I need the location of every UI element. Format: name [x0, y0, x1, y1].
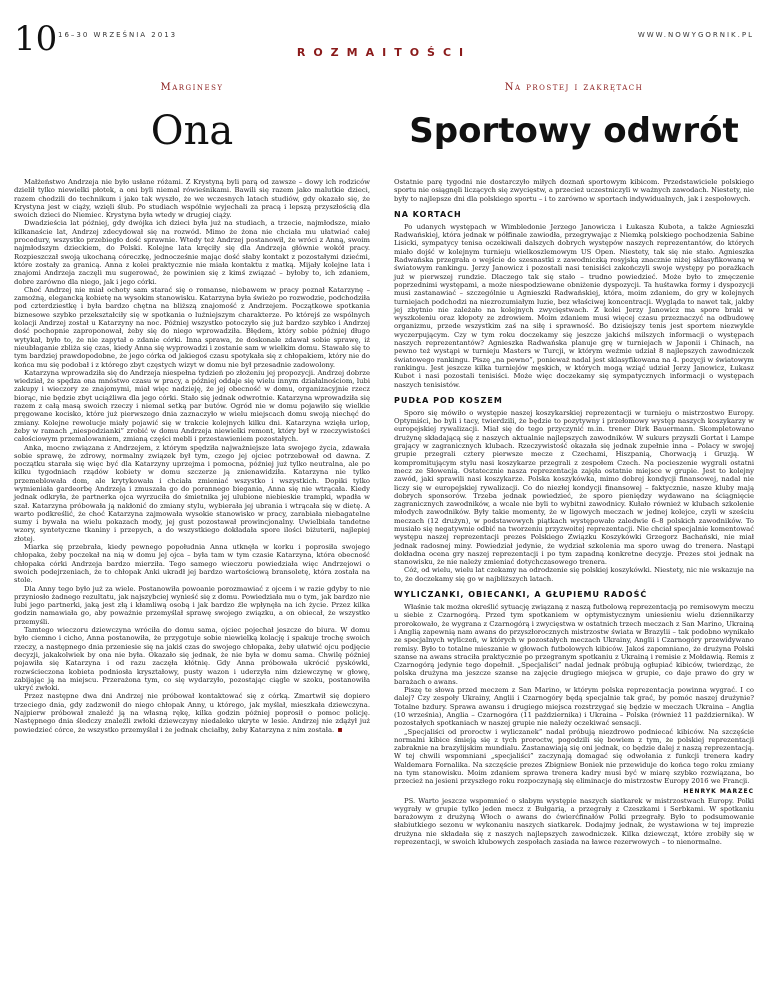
subhead-basketball: PUDŁA POD KOSZEM [394, 395, 503, 405]
page-header [0, 0, 768, 70]
left-body [14, 178, 370, 734]
right-article [394, 82, 754, 846]
left-last-paragraph-text: Przez następne dwa dni Andrzej nie próbował kontaktować się z córką. Zmartwił się dopiero trzeciego dnia, gdy zadzwonił do niego chłopak Anny, u którego, jak myślał, mieszkała dziewczyna. Najpierw próbował znaleźć ją na własną rękę, kilka godzin później poprosił o pomoc policję. Następnego dnia śledczy znaleźli zwłoki dziewczyny niedaleko ukryte w lesie. Andrzej nie zdążył już powiedzieć córce, że wszystko przemyślał i że jednak chciałby, żeby Katarzyna z nim została. [14, 692, 370, 734]
right-paragraph: Sporo się mówiło o występie naszej koszykarskiej reprezentacji w turnieju o mistrzostwo Europy. Optymiści, bo byli i tacy, twierdzili, że będzie to pozytywny i przełomowy występ naszych koszykarzy w europejskiej rywalizacji. Miał się do tego przyczynić m.in. trener Dirk Bauermann. Skompletowano drużynę składającą się z naszych aktualnie najlepszych zawodników. W sukurs przyszli Gortat i Lampe grający w zagranicznych klubach. Rzeczywistość okazała się jednak zupełnie inna – Polacy w swojej grupie przegrali cztery pierwsze mecze z Czechami, Hiszpanią, Chorwacją i Gruzją. W kompromitującym stylu nasi koszykarze przegrali z zespołem Czech. Na pocieszenie wygrali ostatni mecz ze Słowenią. Ostatecznie nasza reprezentacja zajęła ostatnie miejsce w grupie. Jest to kolejny zawód, jaki sprawili nasi koszykarze. Polska koszykówka, mimo dobrej kondycji finansowej, nadal nie liczy się w europejskiej rywalizacji. Co do niezłej kondycji finansowej – faktycznie, nasze kluby mają dobrych sponsorów. Trzeba jednak powiedzieć, że sporo pieniędzy wydawano na ściągnięcie zagranicznych zawodników, a wcale nie byli to wybitni zawodnicy. Kułało również w klubach szkolenie młodych zawodników. Były takie momenty, że w ligowych meczach w jednej kolejce, czyli w sześciu meczach (12 drużyn), w podstawowych piątkach występowało zaledwie 6–8 polskich zawodników. To musiało się negatywnie odbić na tworzeniu przyzwoitej reprezentacji. Nie chciał specjalnie komentować występu naszej reprezentacji prezes Polskiego Związku Koszykówki Grzegorz Bachański, nie miał jednak radosnej miny. Powiedział jedynie, że wydział szkolenia ma sporo uwag do trenera. Nastąpi dokładna ocena gry naszej reprezentacji i po tym zapadną konkretne decyzje. Prezes stoi jednak na stanowisku, że nie należy zmieniać dotychczasowego trenera. [394, 408, 754, 567]
right-title: Sportowy odwrót [409, 111, 739, 151]
left-paragraph: Anka, mocno związana z Andrzejem, z którym spędziła najważniejsze lata swojego życia, zdawała sobie sprawę, że zdrowy, normalny związek był tym, czego jej ojciec potrzebował od dawna. Z początku starała się więc być dla Katarzyny uprzejma i pomocna, później już tylko neutralna, ale po kilku tygodniach rządów kobiety w domu szczerze ją znienawidziła. Katarzyna nie tylko przemeblowała dom, ale krytykowała i chciała zmieniać wszystko i wszystkich. Dopiki tylko wymieniała gardeorbę Andrzeja i zmuszała go do porannego biegania, Anna się nie wtrącała. Kiedy jednak odkryła, że partnerka ojca wyrzuciła do śmietnika jej ulubione niebieskie trampki, wpadła w szał. Katarzyna próbowała ją nakłonić do zmiany stylu, wybierała jej ubrania i wtrącała się w dietę. A warto podkreślić, że choć Katarzyna zajmowała wysokie stanowisko w pracy, zarabiała niebagatelne sumy i bywała na wielu pokazach mody, jej gust pozostawał prowincjonalny. Uwielbiała tandetne wzory, syntetyczne tkaniny i przepych, a do wszystkiego dokładała spore ilości biżuterii, najlepiej złotej. [14, 443, 370, 543]
section-title: ROZMAITOŚCI [296, 46, 472, 59]
left-paragraph: Katarzyna wprowadziła się do Andrzeja niespełna tydzień po złożeniu jej propozycji. Andrzej dobrze wiedział, że spędza ona mnóstwo czasu w pracy, a później oddaje się wielu innym działalnościom, lubi zakupy i wieczory ze znajomymi, miał więc nadzieję, że jej obecność w domu, organizacyjnie rzecz biorąc, nie będzie zbyt uciążliwa dla jego córki. Stało się jednak odwrotnie. Katarzyna wprowadziła się razem z całą masą swoich rzeczy i niemal setką par butów. Ogród nie w domu pojawiło się wielkie pręgowane kocisko, które już pierwszego dnia zaznaczyło w wielu miejscach domu swoją niechęć do zmiany. Kolejne rewolucje miały pojawić się w trakcie kolejnych kilku dni. Katarzyna wzięła urlop, żeby w ramach „niespodzianki” zrobić w domu Andrzeja niewielki remont, który był w rzeczywistości całościowym przemalowaniem, zmianą części mebli i przestawieniem pozostałych. [14, 368, 370, 444]
left-title: Ona [150, 108, 234, 154]
postscript: PS. Warto jeszcze wspomnieć o słabym występie naszych siatkarek w mistrzostwach Europy. Polki wygrały w grupie tylko jeden mecz z Bułgarią, a przegrały z Czeszkami i Serbkami. W spotkaniu barażowym z drużyną Włoch o awans do ćwierćfinałów Polki przegrały. Było to podsumowanie słabiutkiego sezonu w wykonaniu naszych siatkarek. Dodajmy jednak, że wystawiona w tej imprezie drużyna nie składała się z naszych najlepszych zawodniczek. Kilka dziewcząt, które zrobiły się w reprezentacji, w swoich klubowych zespołach zasiada na ławce rezerwowych – to nienormalne. [394, 796, 754, 847]
end-mark-icon [338, 728, 342, 732]
right-lead: Ostatnie parę tygodni nie dostarczyło miłych doznań sportowym kibicom. Przedstawiciele polskiego sportu nie osiągnęli liczących się zwycięstw, a przecież uczestniczyli w ważnych zawodach. Niestety, nie były to najlepsze dni dla polskiego sportu – i to zarówno w sportach indywidualnych, jak i zespołowych. [394, 178, 754, 203]
left-paragraph: Dla Anny tego było już za wiele. Postanowiła powoanie porozmawiać z ojcem i w razie gdyby to nie przyniosło żadnego rezultatu, jak najszybciej wynieść się z domu. Powiedziała mu o tym, jak bardzo nie lubi jego partnerki, jaką jest złą i kłamliwą osobą i jak bardzo źle wpłynęła na ich życie. Przez kilka godzin namawiała go, aby poważnie przemyślał sprawę swojego związku, a on obiecał, że wszystko przemyśli. [14, 584, 370, 626]
website-url[interactable]: WWW.NOWYGORNIK.PL [637, 31, 754, 39]
left-paragraph: Tamtego wieczoru dziewczyna wróciła do domu sama, ojciec pojechał jeszcze do biura. W domu było ciemno i cicho, Anna postanowiła, że przygotuje sobie niewielką kolację i spakuje trochę swoich rzeczy, a następnego dnia przeniesie się na jakiś czas do swojego chłopaka, żeby ułatwić ojcu podjęcie decyzji, jakakolwiek by ona nie była. Okazało się jednak, że nie była w domu sama. Chwilę później pojawiła się Katarzyna i od razu zaczęła kłótnię. Gdy Anna próbowała ukrócić pyskówki, rozwścieczona kobieta podniosła kryształowy, pusty wazon i uderzyła nim dziewczynę w głowę, zabijając ją na miejscu. Przerażona tym, co się wydarzyło, pozostając ciągle w szoku, postanowiła ukryć zwłoki. [14, 626, 370, 693]
right-paragraph: Cóż, od wielu, wielu lat czekamy na odrodzenie się polskiej koszykówki. Niestety, nic nie wskazuje na to, że doczekamy się go w najbliższych latach. [394, 566, 754, 583]
left-paragraph: Choć Andrzej nie miał ochoty sam starać się o romanse, niebawem w pracy poznał Katarzynę – zamożną, elegancką kobietę na wysokim stanowisku. Katarzyna była świeżo po rozwodzie, podchodziła pod czterdziestkę i była bardzo chętna na bliższą znajomość z Andrzejem. Początkowe spotkania biznesowe szybko przekształciły się w spotkania o luźniejszym charakterze. Po którejś ze wspólnych kolacji Andrzej został u Katarzyny na noc. Później wszystko potoczyło się już bardzo szybko i Andrzej dość pochopnie zaproponował, żeby się do niego wprowadziła. Błędem, który sobie później długo wytykał, było to, że nie zapytał o zdanie córki. Inna sprawa, że doskonale zdawał sobie sprawę, iż nieubłaganie zbliża się czas, kiedy Anna się wyprowadzi i zostanie sam w wielkim domu. Stawało się to tym bardziej prawdopodobne, że jego córka od jakiegoś czasu spotykała się z chłopakiem, który nie do końca mu się podobał i z którego zbyt częstych wizyt w domu nie był przesadnie zadowolony. [14, 285, 370, 369]
right-paragraph: Piszę te słowa przed meczem z San Marino, w którym polska reprezentacja powinna wygrać. I co dalej? Czy zespoły Ukrainy, Anglii i Czarnogóry będą specjalnie tak grać, by pomóc naszej drużynie? Totalne bzdury. Sprawa awansu i drugiego miejsca rozstrzygać się będzie w meczach Ukraina – Anglia (10 września), Anglia – Czarnogóra (11 października) i Ukraina – Polska (również 11 października). W pozostałych spotkaniach w naszej grupie nie należy oczekiwać sensacji. [394, 686, 754, 728]
right-paragraph: Właśnie tak można określić sytuację związaną z naszą futbolową reprezentacją po remisowym meczu u siebie z Czarnogórą. Przed tym spotkaniem w optymistycznym uniesieniu wielu dziennikarzy prorokowało, że wygrana z Czarnogórą i zwycięstwa w ostatnich trzech meczach z San Marino, Ukrainą i Anglią zapewnią nam awans do przyszłorocznych mistrzostw świata w Brazylii – tak podobno wynikało ze specjalnych wyliczeń, w których w pozostałych meczach Ukrainy, Anglii i Czarnogóry przewidywano remisy. Było to totalne mieszanie w głowach futbolowych kibiców. Jakoś zapomniano, że drużyna Polski szanse na awans straciła praktycznie po przegranym spotkaniu z Ukrainą i remisie z Mołdawią. Remis z Czarnogórą jedynie tego dopełnił. „Specjaliści” nadal jednak próbują ogłupiać kibiców, twierdząc, że polska drużyna ma jeszcze szanse na zajęcie drugiego miejsca w grupie, co daje prawo do gry w barażach o awans. [394, 603, 754, 686]
subhead-football: WYLICZANKI, OBIECANKI, A GŁUPIEMU RADOŚĆ [394, 590, 648, 600]
subhead-tennis: NA KORTACH [394, 209, 462, 219]
page-number: 10 [14, 19, 58, 59]
left-article [14, 82, 370, 734]
left-paragraph: Dwadzieścia lat później, gdy dwójka ich dzieci była już na studiach, a trzecie, najmłodsze, miało kilkanaście lat, Andrzej zdecydował się na rozwód. Mimo że żona nie chciała mu ułatwiać całej procedury, wszystko przebiegło dość sprawnie. Wtedy też Andrzej postanowił, że wróci z Anną, swoim najmłodszym dzieckiem, do Polski. Kolejne lata kręciły się dla Andrzeja głównie wokół pracy. Rozpieszczał swoją ukochaną córeczkę, jednocześnie mając dość słaby kontakt z pozostałymi dziećmi, które zostały za granicą. Anna z kolei praktycznie nie miała kontaktu z matką. Mijały kolejne lata i znajomi Andrzeja zaczęli mu sugerować, że powinien się z kimś związać – byłoby to, ich zdaniem, dobre zarówno dla niego, jak i jego córki. [14, 219, 370, 286]
issue-date: 16–30 WRZEŚNIA 2013 [58, 31, 178, 39]
left-rubric: Marginesy [160, 82, 224, 93]
left-paragraph: Małżeństwo Andrzeja nie było usłane różami. Z Krystyną byli parą od zawsze – dowy ich rodziców dzielił tylko niewielki płotek, a oni byli niemal rówieśnikami. Bawili się razem jako malutkie dzieci, razem chodzili do technikum i jako tak wyszło, że we wczesnych latach studiów, gdy okazało się, że Krystyna jest w ciąży, wzięli ślub. Po studiach wspólnie wyjechali za pracą i lepszą przyszłością dla swoich dzieci do Niemiec. Krystyna była wtedy w drugiej ciąży. [14, 178, 370, 220]
right-body [394, 178, 754, 846]
left-paragraph [14, 692, 370, 733]
right-paragraph: „Specjaliści od proroctw i wyliczanek” nadal próbują niezdrowo podniecać kibiców. Na szczęście normalni kibice śmieją się z tych proroctw, pogodzili się bowiem z tym, że polskiej reprezentacji zabraknie na brazylijskim mundialu. Zastanawiają się oni jednak, co będzie dalej z naszą reprezentacją. W tej chwili wspomniani „specjaliści” zaczynają domagać się odwołania z funkcji trenera kadry Waldemara Fornalika. Na szczęście prezes Zbigniew Boniek nie przewiduje do końca tego roku zmiany na tym stanowisku. Moim zdaniem sprawa trenera kadry musi być w miarę szybko rozwiązana, bo przecież na jesieni przyszłego roku rozpoczynają się eliminacje do mistrzostw Europy 2016 we Francji. [394, 727, 754, 786]
right-rubric: Na prostej i zakrętach [504, 82, 644, 93]
author-name: HENRYK MARZEC [683, 787, 754, 795]
right-paragraph: Po udanych występach w Wimbledonie Jerzego Janowicza i Łukasza Kubota, a także Agnieszki Radwańskiej, która jednak w półfinale zawiodła, przegrywając z Niemką polskiego pochodzenia Sabine Lisicki, sympatycy tenisa oczekiwali dalszych dobrych występów naszych reprezentantów, do których miało dojść w kolejnym turnieju wielkoszlemowym US Open. Niestety, tak się nie stało. Agnieszka Radwańska przegrała o wejście do szesnastki z zawodniczką rosyjską znacznie niżej sklasyfikowaną w światowym rankingu. Jerzy Janowicz i pozostali nasi tenisiści zakończyli swoje występy po porażkach już w pierwszej rundzie. Dlaczego tak się stało – trudno powiedzieć. Może było to zmęczenie poprzednimi występami, a może niespodziewane obniżenie dyspozycji. Ta huśtawka formy i dyspozycji musi zastanawiać – szczególnie u Agnieszki Radwańskiej, która, moim zdaniem, do gry w kolejnych turniejach podchodzi na niezrozumiałym luzie, bez właściwej koncentracji. Wygląda to nawet tak, jakby jej zbytnio nie zależało na kolejnych zwycięstwach. Z kolei Jerzy Janowicz ma spore braki w wyszkoleniu oraz kłopoty ze zdrowiem. Moim zdaniem musi więcej czasu przeznaczyć na odbudowę organizmu, przede wszystkim zaś na siłę i sprawność. Bo dzisiejszy tenis jest sportem niezwykle wyczerpującym. Czy w tym roku doczekamy się jeszcze jakichś milszych informacji o występach naszych reprezentantów? Agnieszka Radwańska planuje grę w turniejach w Japonii i Chinach, na pewno też wystąpi w turnieju Masters w Turcji, w którym weźmie udział 8 najlepszych zawodniczek światowego rankingu. Piszę „na pewno”, ponieważ nadal jest sklasyfikowana na 4. pozycji w światowym rankingu. Jest jeszcze kilka turniejów męskich, w których mogą wziąć udział Jerzy Janowicz, Łukasz Kubot i nasi pozostali tenisiści. Może więc doczekamy się sympatycznych informacji o występach naszych tenisistów. [394, 222, 754, 389]
left-paragraph: Miarka się przebrała, kiedy pewnego popołudnia Anna utknęła w korku i poprosiła swojego chłopaka, żeby poczekał na nią w domu jej ojca – była tam w tym czasie Katarzyna, która obecność chłopaka córki Andrzeja bardzo mierziła. Tego samego wieczoru powiedziała więc Andrzejowi o swoich podejrzeniach, że to chłopak Anki ukradł jej bardzo wartościową bransoletę, która została na stole. [14, 543, 370, 585]
